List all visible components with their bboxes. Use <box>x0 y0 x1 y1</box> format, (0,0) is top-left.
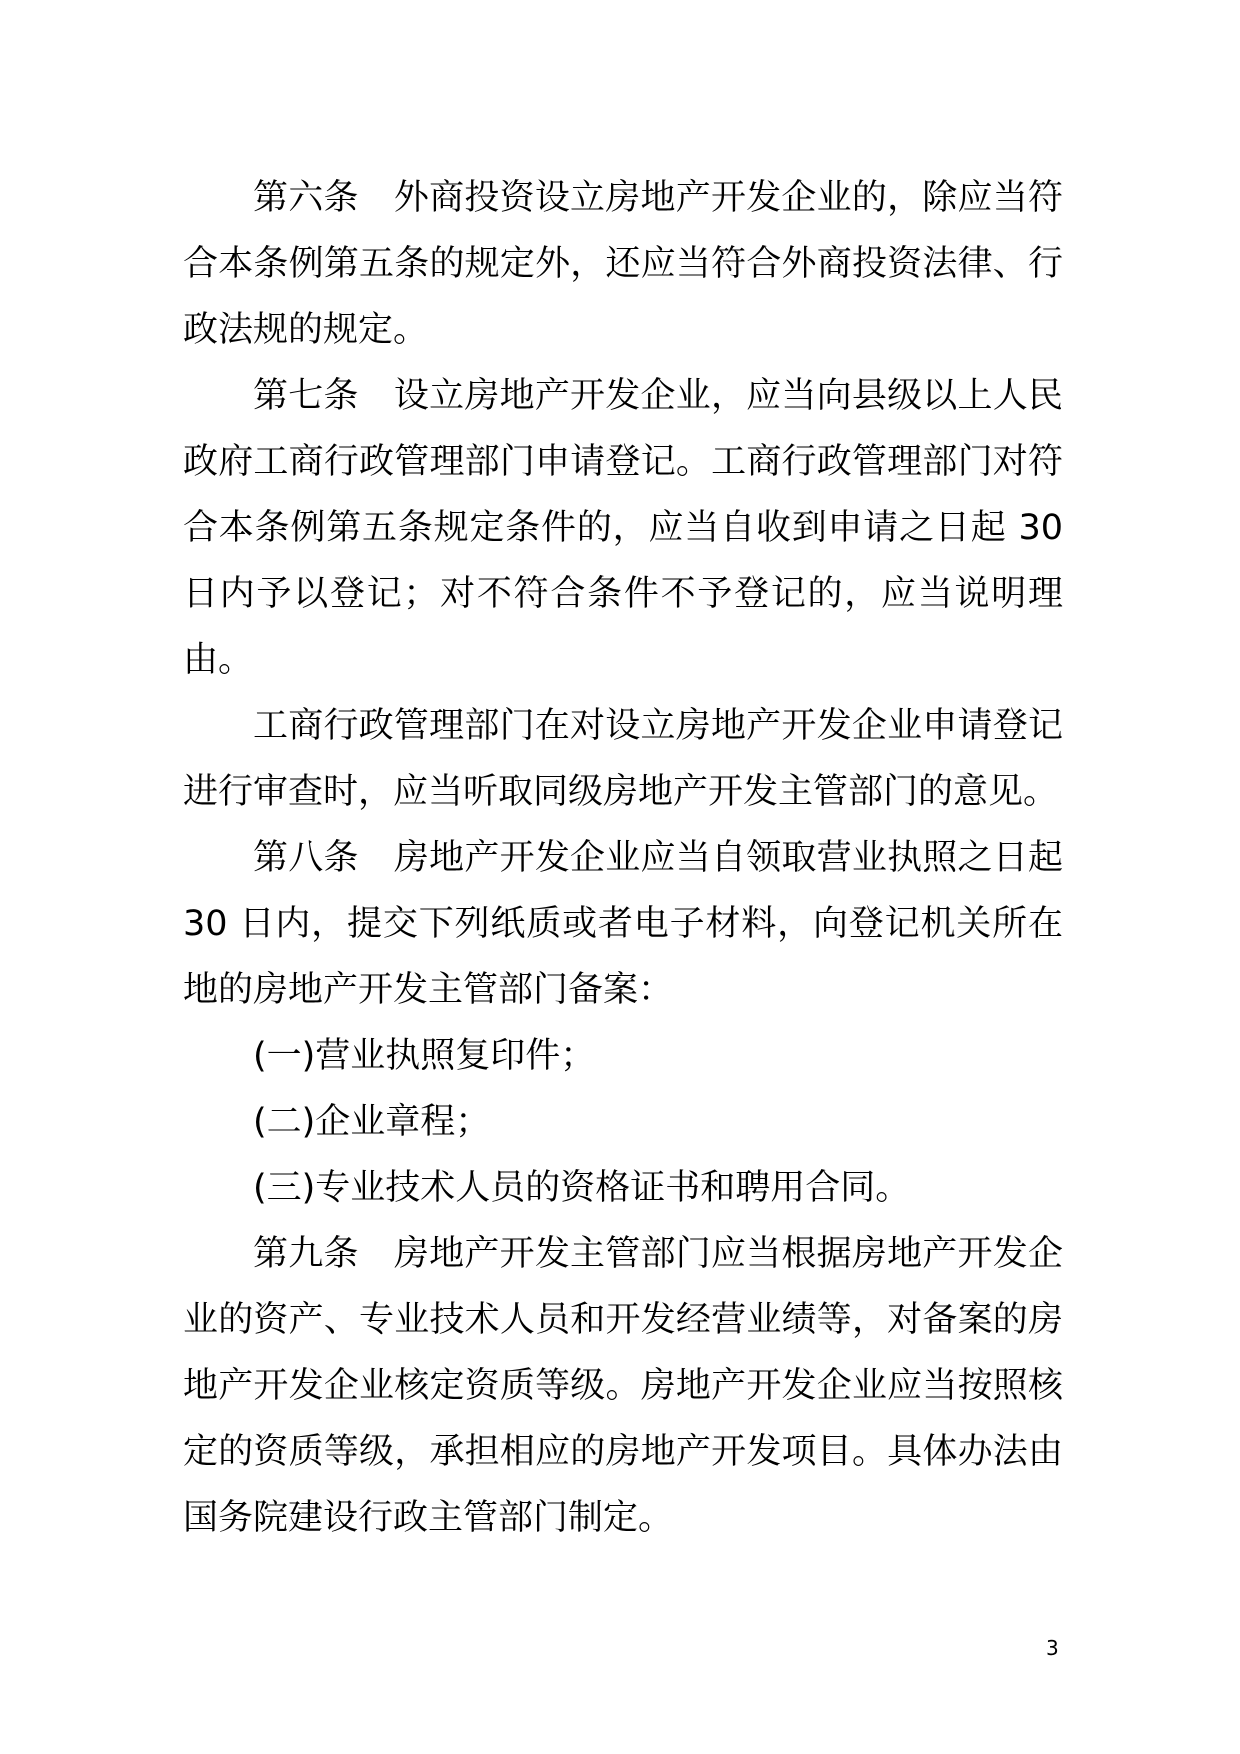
article-7-continuation-paragraph: 工商行政管理部门在对设立房地产开发企业申请登记进行审查时，应当听取同级房地产开发主管部门的意见。 <box>183 706 1063 812</box>
article-6-paragraph: 第六条 外商投资设立房地产开发企业的，除应当符合本条例第五条的规定外，还应当符合外商投资法律、行政法规的规定。 <box>183 178 1063 350</box>
document-body <box>183 165 1063 1551</box>
list-item: (三)专业技术人员的资格证书和聘用合同。 <box>253 1168 911 1208</box>
article-9-paragraph: 第九条 房地产开发主管部门应当根据房地产开发企业的资产、专业技术人员和开发经营业绩等，对备案的房地产开发企业核定资质等级。房地产开发企业应当按照核定的资质等级，承担相应的房地产开发项目。具体办法由国务院建设行政主管部门制定。 <box>183 1234 1063 1538</box>
page-number: 3 <box>1046 1636 1059 1660</box>
list-item: (二)企业章程； <box>253 1102 491 1142</box>
article-8-paragraph: 第八条 房地产开发企业应当自领取营业执照之日起 30 日内，提交下列纸质或者电子材料，向登记机关所在地的房地产开发主管部门备案： <box>183 838 1063 1010</box>
article-7-paragraph: 第七条 设立房地产开发企业，应当向县级以上人民政府工商行政管理部门申请登记。工商行政管理部门对符合本条例第五条规定条件的，应当自收到申请之日起 30 日内予以登记；对不符合条件不予登记的，应当说明理由。 <box>183 376 1063 680</box>
list-item: (一)营业执照复印件； <box>253 1036 596 1076</box>
